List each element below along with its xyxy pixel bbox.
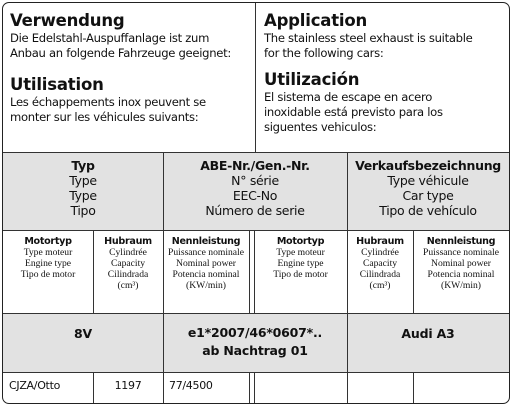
col-divider	[413, 372, 414, 403]
row-power: 77/4500	[169, 379, 213, 392]
sub-nennleistung-2: Nennleistung Puissance nominale Nominal power Potencia nominal (KW/min)	[423, 236, 499, 291]
row-engine-type: CJZA/Otto	[9, 379, 61, 392]
es-title: Utilización	[264, 70, 360, 89]
de-text: Die Edelstahl-Auspuffanlage ist zum Anbau an folgende Fahrzeuge geeignet:	[10, 31, 231, 60]
es-text: El sistema de escape en acero inoxidable está previsto para los siguentes vehiculos:	[264, 90, 443, 134]
header-sales-name: Verkaufsbezeichnung Type véhicule Car type Tipo de vehículo	[355, 158, 501, 218]
col-divider	[254, 372, 255, 403]
vehicle-name: Audi A3	[401, 326, 455, 341]
col-divider	[249, 230, 250, 313]
divider-intro	[3, 152, 509, 153]
vehicle-abe: e1*2007/46*0607*.. ab Nachtrag 01	[187, 325, 323, 358]
header-type: Typ Type Type Tipo	[69, 158, 97, 218]
sub-motortyp-2: Motortyp Type moteur Engine type Tipo de motor	[273, 236, 328, 280]
certificate-sheet	[2, 2, 510, 404]
sub-motortyp-1: Motortyp Type moteur Engine type Tipo de motor	[20, 236, 76, 280]
row-capacity: 1197	[114, 379, 142, 392]
intro-divider	[255, 3, 256, 152]
header-abe: ABE-Nr./Gen.-Nr. N° série EEC-No Número de serie	[200, 158, 310, 218]
divider-header	[3, 230, 509, 231]
en-text: The stainless steel exhaust is suitable for the following cars:	[264, 31, 473, 60]
en-title: Application	[264, 11, 368, 30]
col-divider	[163, 372, 164, 403]
col-divider	[347, 372, 348, 403]
divider-vehicle	[3, 372, 509, 373]
sub-hubraum-1: Hubraum Cylindrée Capacity Cilindrada (cm³)	[104, 236, 152, 291]
de-title: Verwendung	[10, 11, 125, 30]
vehicle-type: 8V	[74, 326, 92, 341]
col-divider	[249, 372, 250, 403]
fr-text: Les échappements inox peuvent se monter sur les véhicules suivants:	[10, 95, 206, 124]
sub-nennleistung-1: Nennleistung Puissance nominale Nominal power Potencia nominal (KW/min)	[168, 236, 244, 291]
sub-hubraum-2: Hubraum Cylindrée Capacity Cilindrada (cm³)	[356, 236, 404, 291]
fr-title: Utilisation	[10, 75, 104, 94]
divider-subheader	[3, 313, 509, 314]
